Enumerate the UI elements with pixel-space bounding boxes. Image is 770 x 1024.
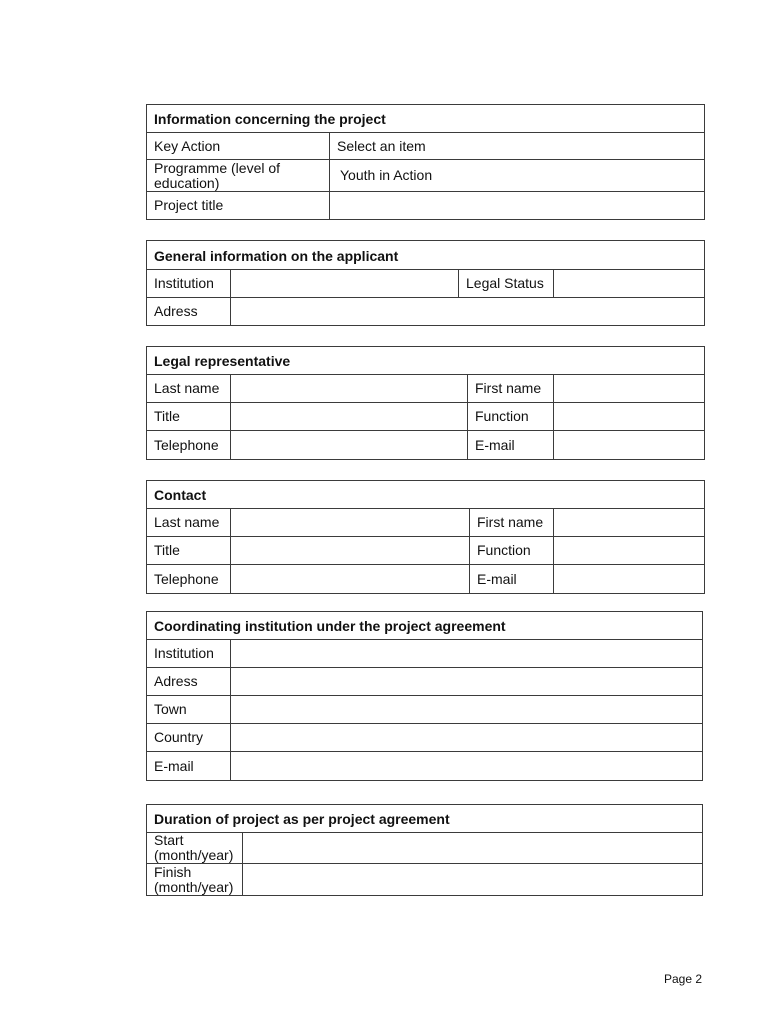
legal-status-label: Legal Status [459, 270, 554, 298]
duration-table [146, 804, 703, 896]
project-info-heading: Information concerning the project [147, 105, 705, 133]
contact-first-name-label: First name [470, 509, 554, 537]
coordinating-email-field[interactable] [231, 752, 703, 781]
contact-email-label: E-mail [470, 565, 554, 594]
legal-rep-title-field[interactable] [231, 403, 468, 431]
legal-rep-table [146, 346, 705, 460]
key-action-select[interactable]: Select an item [330, 133, 705, 160]
project-info-table [146, 104, 705, 220]
project-title-label: Project title [147, 192, 330, 220]
coordinating-institution-field[interactable] [231, 640, 703, 668]
coordinating-table [146, 611, 703, 781]
contact-telephone-label: Telephone [147, 565, 231, 594]
contact-email-field[interactable] [554, 565, 705, 594]
legal-rep-function-label: Function [468, 403, 554, 431]
address-label: Adress [147, 298, 231, 326]
coordinating-heading: Coordinating institution under the project agreement [147, 612, 703, 640]
duration-heading: Duration of project as per project agreement [147, 805, 703, 833]
legal-rep-last-name-label: Last name [147, 375, 231, 403]
contact-first-name-field[interactable] [554, 509, 705, 537]
contact-title-field[interactable] [231, 537, 470, 565]
start-label: Start (month/year) [147, 833, 243, 864]
institution-label: Institution [147, 270, 231, 298]
applicant-heading: General information on the applicant [147, 241, 705, 270]
legal-rep-function-field[interactable] [554, 403, 705, 431]
coordinating-country-label: Country [147, 724, 231, 752]
contact-telephone-field[interactable] [231, 565, 470, 594]
legal-rep-first-name-label: First name [468, 375, 554, 403]
coordinating-town-field[interactable] [231, 696, 703, 724]
legal-rep-telephone-field[interactable] [231, 431, 468, 460]
coordinating-country-field[interactable] [231, 724, 703, 752]
address-field[interactable] [231, 298, 705, 326]
coordinating-address-label: Adress [147, 668, 231, 696]
contact-function-field[interactable] [554, 537, 705, 565]
contact-heading: Contact [147, 481, 705, 509]
coordinating-address-field[interactable] [231, 668, 703, 696]
finish-field[interactable] [243, 864, 703, 896]
legal-rep-telephone-label: Telephone [147, 431, 231, 460]
coordinating-email-label: E-mail [147, 752, 231, 781]
project-title-field[interactable] [330, 192, 705, 220]
legal-rep-heading: Legal representative [147, 347, 705, 375]
key-action-label: Key Action [147, 133, 330, 160]
legal-rep-email-label: E-mail [468, 431, 554, 460]
page-number: Page 2 [664, 972, 703, 986]
contact-function-label: Function [470, 537, 554, 565]
finish-label: Finish (month/year) [147, 864, 243, 896]
start-field[interactable] [243, 833, 703, 864]
contact-title-label: Title [147, 537, 231, 565]
legal-rep-title-label: Title [147, 403, 231, 431]
legal-rep-first-name-field[interactable] [554, 375, 705, 403]
institution-field[interactable] [231, 270, 459, 298]
coordinating-institution-label: Institution [147, 640, 231, 668]
legal-rep-last-name-field[interactable] [231, 375, 468, 403]
contact-table [146, 480, 705, 594]
contact-last-name-label: Last name [147, 509, 231, 537]
legal-rep-email-field[interactable] [554, 431, 705, 460]
programme-label: Programme (level of education) [147, 160, 330, 192]
programme-value[interactable]: Youth in Action [330, 160, 705, 192]
legal-status-field[interactable] [554, 270, 705, 298]
coordinating-town-label: Town [147, 696, 231, 724]
contact-last-name-field[interactable] [231, 509, 470, 537]
applicant-table [146, 240, 705, 326]
